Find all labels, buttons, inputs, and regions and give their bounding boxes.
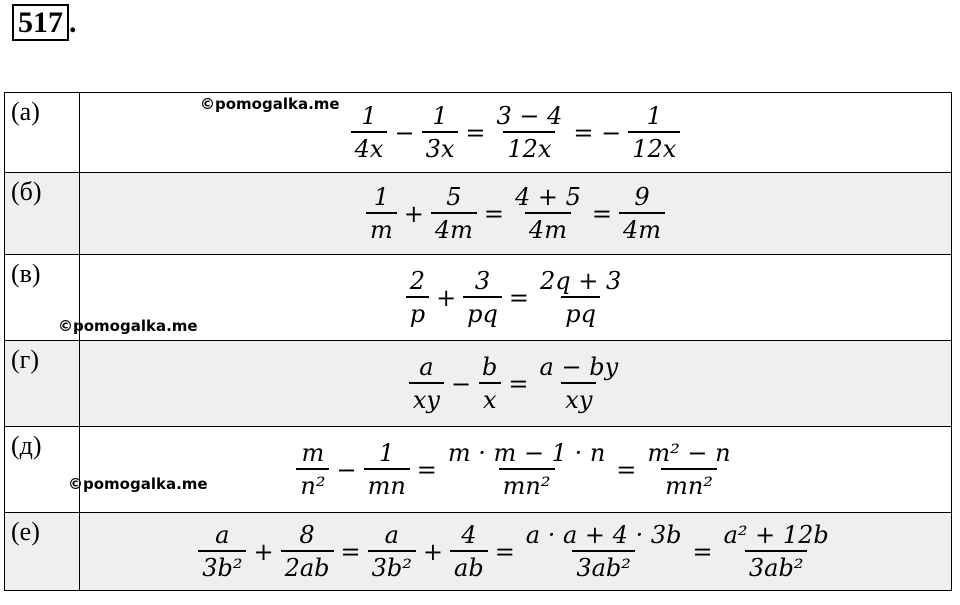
table-row: [5, 93, 952, 173]
fraction: [198, 523, 246, 580]
numerator: 3: [474, 267, 491, 295]
fraction: [511, 185, 585, 242]
table-row: [5, 513, 952, 591]
denominator: n²: [296, 468, 329, 498]
table-row: [5, 427, 952, 513]
exercise-number-dot: .: [69, 6, 77, 39]
numerator: m² − n: [647, 439, 731, 467]
numerator: m: [301, 439, 325, 467]
denominator: mn: [364, 468, 410, 498]
numerator: a − by: [539, 353, 619, 381]
row-label: (в): [5, 255, 80, 341]
denominator: 4m: [525, 212, 571, 242]
numerator: 1: [361, 102, 377, 130]
equation: [292, 441, 738, 498]
numerator: 2q + 3: [540, 267, 622, 295]
fraction: [536, 355, 623, 412]
denominator: 12x: [503, 131, 555, 161]
numerator: a: [384, 521, 399, 549]
fraction: [444, 441, 609, 498]
numerator: 3 − 4: [496, 102, 563, 130]
equation: [347, 104, 685, 161]
operator: =: [416, 455, 437, 484]
denominator: pq: [561, 296, 600, 326]
denominator: xy: [561, 382, 596, 412]
operator: +: [436, 283, 457, 312]
numerator: 4 + 5: [514, 183, 581, 211]
fraction: [493, 104, 567, 161]
denominator: 4x: [351, 131, 388, 161]
denominator: 4m: [431, 212, 477, 242]
denominator: xy: [409, 382, 444, 412]
numerator: 1: [432, 102, 448, 130]
row-expression: [58, 255, 952, 341]
operator: +: [403, 199, 424, 228]
row-label: (д): [5, 427, 80, 513]
denominator: 3b²: [198, 550, 246, 580]
operator: +: [422, 537, 444, 566]
fraction: [628, 104, 680, 161]
watermark: ©pomogalka.me: [68, 475, 208, 493]
numerator: 1: [379, 439, 395, 467]
table-row: [5, 173, 952, 255]
operator: =: [483, 199, 504, 228]
numerator: 9: [634, 183, 650, 211]
numerator: 2: [409, 267, 426, 295]
denominator: m: [366, 212, 397, 242]
exercise-number-text: 517: [18, 6, 63, 39]
fraction: [522, 523, 686, 580]
numerator: 5: [446, 183, 462, 211]
operator: =: [616, 455, 637, 484]
fraction: [281, 523, 334, 580]
fraction: [643, 441, 734, 498]
denominator: x: [479, 382, 501, 412]
fraction: [720, 523, 833, 580]
operator: −: [336, 455, 357, 484]
equation: [194, 523, 837, 580]
row-expression: [68, 427, 952, 513]
numerator: a: [215, 521, 230, 549]
denominator: mn²: [499, 468, 555, 498]
row-expression: [80, 341, 952, 427]
operator: −: [394, 118, 415, 147]
row-expression: [80, 173, 952, 255]
equation: [362, 185, 669, 242]
fraction: [368, 523, 416, 580]
numerator: 1: [373, 183, 389, 211]
operator: =: [508, 283, 530, 312]
denominator: ab: [450, 550, 488, 580]
row-label: (а): [5, 93, 80, 173]
equation: [405, 355, 626, 412]
fraction: [364, 441, 410, 498]
denominator: 2ab: [281, 550, 334, 580]
fraction: [450, 523, 488, 580]
numerator: 4: [461, 521, 477, 549]
denominator: mn²: [661, 468, 717, 498]
operator: =: [692, 537, 713, 566]
numerator: a · a + 4 · 3b: [525, 521, 682, 549]
operator: −: [450, 369, 472, 398]
denominator: 3ab²: [572, 550, 635, 580]
fraction: [409, 355, 444, 412]
row-label: (б): [5, 173, 80, 255]
numerator: m · m − 1 · n: [447, 439, 606, 467]
solutions-table: [4, 92, 952, 591]
denominator: 3x: [422, 131, 459, 161]
operator: =: [494, 537, 515, 566]
denominator: p: [406, 296, 429, 326]
fraction: [406, 269, 429, 326]
equation: [402, 269, 630, 326]
numerator: 8: [299, 521, 315, 549]
operator: +: [253, 537, 274, 566]
fraction: [536, 269, 625, 326]
row-expression: [80, 93, 952, 173]
watermark: ©pomogalka.me: [200, 95, 340, 113]
fraction: [619, 185, 665, 242]
denominator: 4m: [619, 212, 665, 242]
fraction: [296, 441, 329, 498]
exercise-number: [12, 6, 77, 40]
row-expression: [80, 513, 952, 591]
operator: = −: [573, 118, 622, 147]
fraction: [463, 269, 502, 326]
watermark: ©pomogalka.me: [58, 317, 198, 335]
fraction: [478, 355, 501, 412]
denominator: pq: [463, 296, 502, 326]
row-label: (г): [5, 341, 80, 427]
fraction: [351, 104, 388, 161]
row-label: (е): [5, 513, 80, 591]
numerator: a: [419, 353, 434, 381]
denominator: 12x: [628, 131, 680, 161]
table-row: [5, 255, 952, 341]
operator: =: [591, 199, 612, 228]
table-row: [5, 341, 952, 427]
operator: =: [508, 369, 529, 398]
numerator: 1: [646, 102, 662, 130]
exercise-number-box: [12, 4, 69, 41]
fraction: [366, 185, 397, 242]
fraction: [431, 185, 477, 242]
denominator: 3ab²: [745, 550, 808, 580]
fraction: [422, 104, 459, 161]
operator: =: [465, 118, 486, 147]
numerator: a² + 12b: [723, 521, 829, 549]
operator: =: [340, 537, 361, 566]
numerator: b: [482, 353, 498, 381]
denominator: 3b²: [368, 550, 416, 580]
